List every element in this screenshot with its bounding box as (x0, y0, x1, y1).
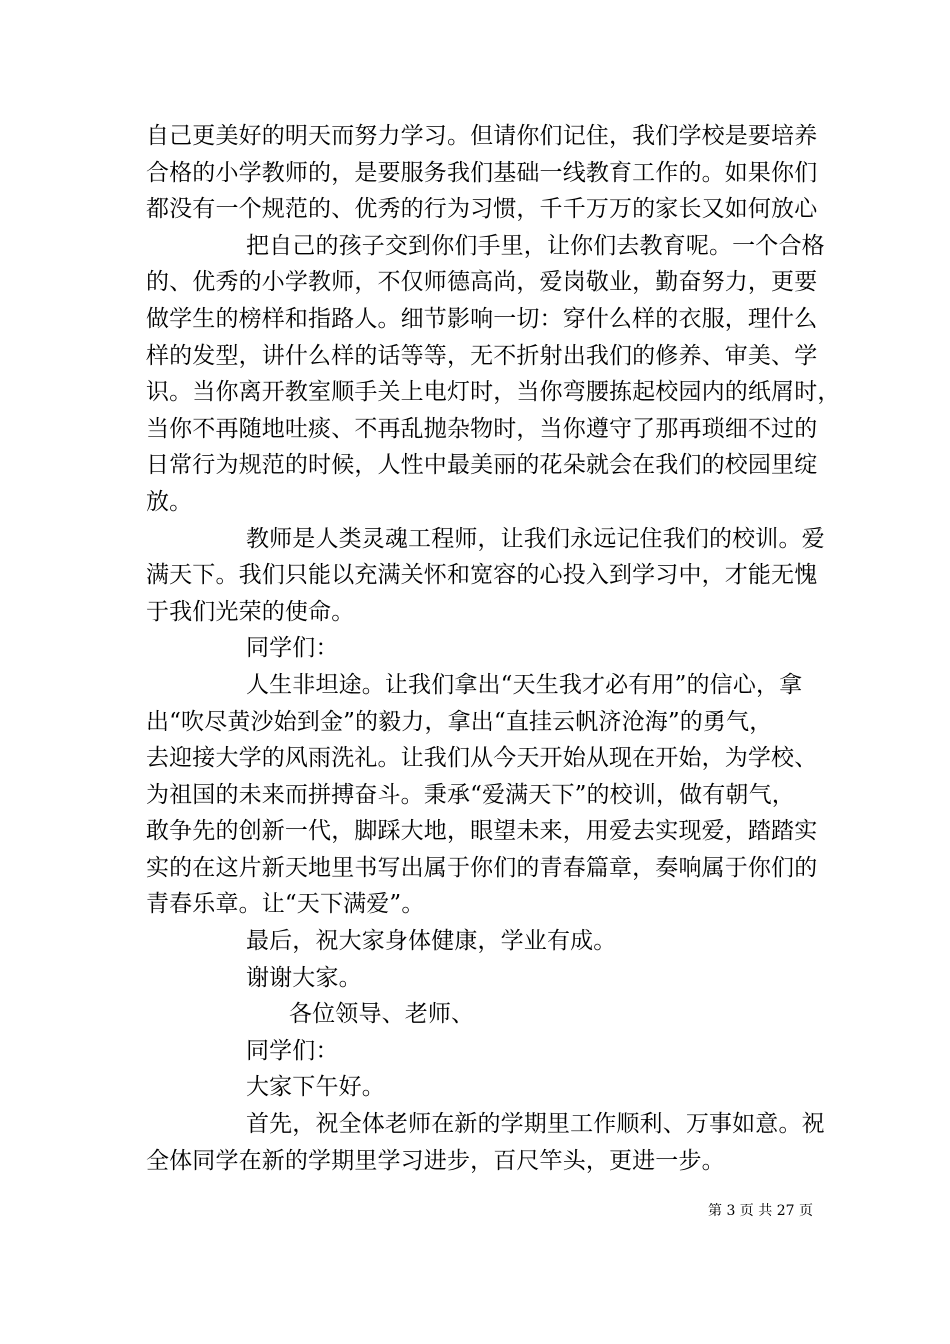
text-line: 的、优秀的小学教师，不仅师德高尚，爱岗敬业，勤奋努力，更要 (146, 269, 818, 296)
text-line: 青春乐章。让“天下满爱”。 (146, 891, 425, 918)
page-number: 第 3 页 共 27 页 (708, 1203, 813, 1219)
text-line: 于我们光荣的使命。 (146, 598, 355, 625)
text-line: 首先，祝全体老师在新的学期里工作顺利、万事如意。祝 (246, 1111, 825, 1138)
text-line: 全体同学在新的学期里学习进步，百尺竿头，更进一步。 (146, 1147, 725, 1174)
text-line: 日常行为规范的时候，人性中最美丽的花朵就会在我们的校园里绽 (146, 452, 818, 479)
text-line: 合格的小学教师的，是要服务我们基础一线教育工作的。如果你们 (146, 159, 818, 186)
text-line: 实的在这片新天地里书写出属于你们的青春篇章，奏响属于你们的 (146, 854, 818, 881)
text-line: 识。当你离开教室顺手关上电灯时，当你弯腰拣起校园内的纸屑时， (146, 379, 841, 406)
text-line: 出“吹尽黄沙始到金”的毅力，拿出“直挂云帆济沧海”的勇气， (146, 708, 773, 735)
text-line: 谢谢大家。 (246, 964, 362, 991)
text-line: 教师是人类灵魂工程师，让我们永远记住我们的校训。爱 (246, 525, 825, 552)
text-line: 满天下。我们只能以充满关怀和宽容的心投入到学习中，才能无愧 (146, 562, 818, 589)
text-line: 都没有一个规范的、优秀的行为习惯，千千万万的家长又如何放心 (146, 196, 818, 223)
text-line: 自己更美好的明天而努力学习。但请你们记住，我们学校是要培养 (146, 123, 818, 149)
text-line: 为祖国的未来而拼搏奋斗。秉承“爱满天下”的校训，做有朝气， (146, 781, 795, 808)
text-line: 把自己的孩子交到你们手里，让你们去教育呢。一个合格 (246, 232, 825, 259)
text-line: 当你不再随地吐痰、不再乱抛杂物时，当你遵守了那再琐细不过的 (146, 415, 818, 442)
text-line: 同学们： (246, 1037, 339, 1064)
text-line: 去迎接大学的风雨洗礼。让我们从今天开始从现在开始，为学校、 (146, 745, 818, 772)
text-line: 做学生的榜样和指路人。细节影响一切：穿什么样的衣服，理什么 (146, 305, 818, 332)
text-line: 大家下午好。 (246, 1074, 385, 1101)
text-line: 各位领导、老师、 (289, 1001, 475, 1028)
text-line: 样的发型，讲什么样的话等等，无不折射出我们的修养、审美、学 (146, 342, 818, 369)
text-line: 最后，祝大家身体健康，学业有成。 (246, 928, 617, 955)
document-body (146, 118, 841, 1179)
text-line: 敢争先的创新一代，脚踩大地，眼望未来，用爱去实现爱，踏踏实 (146, 818, 818, 845)
text-line: 人生非坦途。让我们拿出“天生我才必有用”的信心，拿 (246, 671, 803, 698)
text-line: 同学们： (246, 635, 339, 662)
text-line: 放。 (146, 488, 193, 515)
